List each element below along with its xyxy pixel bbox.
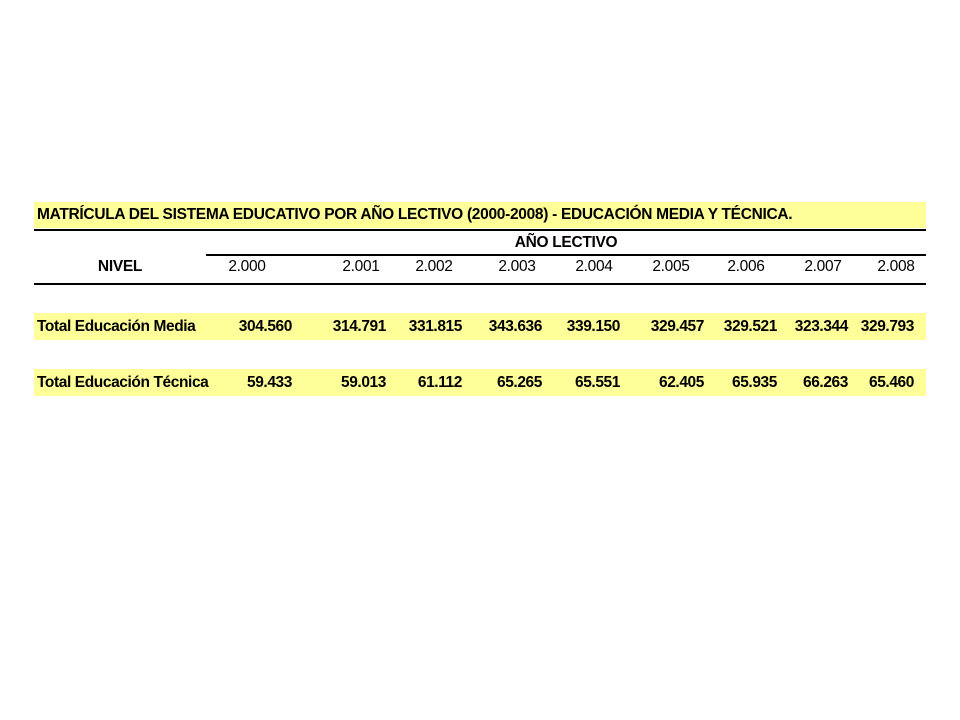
year-header: 2.001 [342, 258, 380, 275]
table-cell: 65.551 [574, 374, 620, 391]
year-header: 2.002 [415, 258, 453, 275]
table-cell: 61.112 [417, 374, 462, 391]
year-header: 2.008 [877, 258, 915, 275]
year-header: 2.007 [804, 258, 842, 275]
table-cell: 331.815 [408, 318, 462, 335]
table-cell: 66.263 [802, 374, 848, 391]
row-label: Total Educación Media [37, 318, 196, 335]
row-label: Total Educación Técnica [37, 374, 209, 391]
table-cell: 59.013 [340, 374, 386, 391]
table-row-tecnica [34, 369, 926, 396]
anio-lectivo-header: AÑO LECTIVO [514, 234, 618, 251]
anio-lectivo-underline [206, 254, 926, 256]
nivel-header: NIVEL [97, 258, 143, 275]
table-cell: 65.460 [868, 374, 914, 391]
year-header: 2.006 [727, 258, 765, 275]
table-cell: 65.935 [731, 374, 777, 391]
table-cell: 329.793 [860, 318, 914, 335]
title-underline [34, 229, 926, 231]
table-cell: 62.405 [658, 374, 704, 391]
year-header: 2.003 [498, 258, 536, 275]
year-header: 2.000 [228, 258, 266, 275]
year-header: 2.004 [575, 258, 613, 275]
year-header-row [206, 258, 926, 282]
table-cell: 339.150 [566, 318, 620, 335]
table-cell: 304.560 [238, 318, 292, 335]
table-cell: 329.457 [650, 318, 704, 335]
table-cell: 65.265 [496, 374, 542, 391]
table-cell: 329.521 [723, 318, 777, 335]
header-bottom-line [34, 283, 926, 285]
table-row-media [34, 313, 926, 340]
table-cell: 59.433 [246, 374, 292, 391]
year-header: 2.005 [652, 258, 690, 275]
table-cell: 343.636 [488, 318, 542, 335]
table-title: MATRÍCULA DEL SISTEMA EDUCATIVO POR AÑO LECTIVO (2000-2008) - EDUCACIÓN MEDIA Y TÉCNICA. [34, 202, 926, 228]
table-cell: 314.791 [332, 318, 386, 335]
table-cell: 323.344 [794, 318, 848, 335]
